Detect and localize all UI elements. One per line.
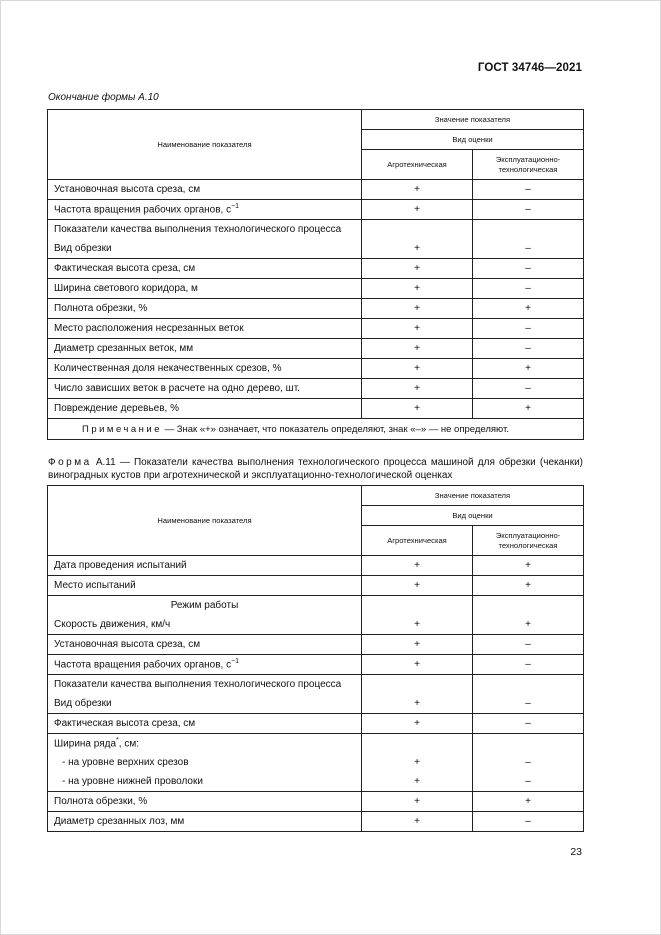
row-expl: + bbox=[473, 576, 584, 596]
row-agro: + bbox=[362, 655, 473, 675]
header-agro: Агротехническая bbox=[362, 526, 473, 556]
header-name: Наименование показателя bbox=[48, 110, 362, 180]
row-expl: + bbox=[473, 359, 584, 379]
row-name: Фактическая высота среза, см bbox=[54, 263, 196, 274]
row-expl bbox=[473, 734, 584, 754]
row-name: Показатели качества выполнения технологического процесса bbox=[54, 679, 342, 690]
row-name: Число зависших веток в расчете на одно дерево, шт. bbox=[54, 383, 300, 394]
form-a10-table bbox=[47, 109, 584, 440]
row-agro: + bbox=[362, 615, 473, 635]
table-row bbox=[48, 379, 584, 399]
row-agro: + bbox=[362, 200, 473, 220]
row-name: Ширина ряда bbox=[54, 738, 117, 750]
table-row bbox=[48, 615, 584, 635]
table-row bbox=[48, 772, 584, 792]
row-expl bbox=[473, 596, 584, 616]
row-name: Ширина светового коридора, м bbox=[54, 283, 198, 294]
table-row bbox=[48, 319, 584, 339]
table-row bbox=[48, 753, 584, 772]
row-name: Дата проведения испытаний bbox=[54, 560, 187, 571]
row-expl: – bbox=[473, 239, 584, 259]
row-agro: + bbox=[362, 359, 473, 379]
table-row bbox=[48, 596, 584, 616]
row-agro: + bbox=[362, 279, 473, 299]
row-agro bbox=[362, 734, 473, 754]
row-name: - на уровне верхних срезов bbox=[62, 757, 189, 768]
table-row bbox=[48, 200, 584, 220]
row-agro: + bbox=[362, 753, 473, 772]
table-row bbox=[48, 714, 584, 734]
page-number: 23 bbox=[570, 846, 582, 858]
row-name: Полнота обрезки, % bbox=[54, 796, 148, 807]
note-text: — Знак «+» означает, что показатель определяют, знак «–» — не определяют. bbox=[162, 423, 509, 435]
row-agro: + bbox=[362, 319, 473, 339]
row-expl: + bbox=[473, 299, 584, 319]
row-expl: – bbox=[473, 319, 584, 339]
row-name: Показатели качества выполнения технологического процесса bbox=[54, 224, 342, 235]
row-name: Диаметр срезанных лоз, мм bbox=[54, 816, 185, 827]
row-suffix: , см: bbox=[118, 738, 139, 750]
note-label: Примечание bbox=[82, 423, 162, 435]
row-name: Количественная доля некачественных срезов, % bbox=[54, 363, 282, 374]
table-row bbox=[48, 576, 584, 596]
row-agro: + bbox=[362, 772, 473, 792]
row-agro: + bbox=[362, 576, 473, 596]
header-value: Значение показателя bbox=[362, 110, 584, 130]
table-row bbox=[48, 359, 584, 379]
row-agro: + bbox=[362, 635, 473, 655]
row-name: Фактическая высота среза, см bbox=[54, 718, 196, 729]
row-agro: + bbox=[362, 792, 473, 812]
form-a11-title: А.11 — Показатели качества выполнения технологического процесса машиной для обрезки (чеканки) виноградных кустов при агротехнической и эксплуатационно-технологической оценках bbox=[48, 457, 583, 481]
header-kind: Вид оценки bbox=[362, 130, 584, 150]
row-name: Вид обрезки bbox=[54, 243, 112, 254]
row-expl: + bbox=[473, 615, 584, 635]
row-agro: + bbox=[362, 180, 473, 200]
form-a11-label: Форма bbox=[48, 457, 92, 468]
row-name: Повреждение деревьев, % bbox=[54, 403, 179, 414]
row-expl: + bbox=[473, 792, 584, 812]
row-name: - на уровне нижней проволоки bbox=[62, 776, 203, 787]
row-name: Установочная высота среза, см bbox=[54, 639, 201, 650]
table-row bbox=[48, 694, 584, 714]
row-expl: – bbox=[473, 753, 584, 772]
row-expl: – bbox=[473, 812, 584, 832]
table-row bbox=[48, 299, 584, 319]
table-row bbox=[48, 399, 584, 419]
row-expl: – bbox=[473, 180, 584, 200]
row-name: Скорость движения, км/ч bbox=[54, 619, 171, 630]
table-row bbox=[48, 635, 584, 655]
row-expl: – bbox=[473, 339, 584, 359]
row-agro bbox=[362, 675, 473, 695]
document-header: ГОСТ 34746—2021 bbox=[477, 62, 582, 74]
table-row bbox=[48, 220, 584, 240]
table-row bbox=[48, 812, 584, 832]
table-note bbox=[48, 419, 584, 440]
form-a11-table bbox=[47, 485, 584, 832]
row-expl: – bbox=[473, 694, 584, 714]
row-expl: – bbox=[473, 279, 584, 299]
row-agro: + bbox=[362, 299, 473, 319]
row-name: Вид обрезки bbox=[54, 698, 112, 709]
row-name: Установочная высота среза, см bbox=[54, 184, 201, 195]
row-name: Диаметр срезанных веток, мм bbox=[54, 343, 194, 354]
row-expl bbox=[473, 675, 584, 695]
header-value: Значение показателя bbox=[362, 486, 584, 506]
row-agro bbox=[362, 596, 473, 616]
row-agro: + bbox=[362, 399, 473, 419]
row-agro: + bbox=[362, 556, 473, 576]
row-agro: + bbox=[362, 259, 473, 279]
row-agro bbox=[362, 220, 473, 240]
row-agro: + bbox=[362, 339, 473, 359]
header-kind: Вид оценки bbox=[362, 506, 584, 526]
table-row bbox=[48, 655, 584, 675]
row-name: Место испытаний bbox=[54, 580, 136, 591]
form-a11-caption bbox=[48, 457, 583, 482]
row-expl: – bbox=[473, 635, 584, 655]
row-expl: + bbox=[473, 399, 584, 419]
row-expl: – bbox=[473, 259, 584, 279]
table-row bbox=[48, 734, 584, 754]
header-expl: Эксплуатационно-технологическая bbox=[473, 150, 584, 180]
table-row bbox=[48, 259, 584, 279]
header-agro: Агротехническая bbox=[362, 150, 473, 180]
row-agro: + bbox=[362, 812, 473, 832]
table-row bbox=[48, 792, 584, 812]
row-agro: + bbox=[362, 694, 473, 714]
row-name: Частота вращения рабочих органов, с bbox=[54, 204, 232, 216]
row-name: Частота вращения рабочих органов, с bbox=[54, 659, 232, 671]
row-expl: – bbox=[473, 772, 584, 792]
row-expl: – bbox=[473, 655, 584, 675]
table-row bbox=[48, 339, 584, 359]
table-row bbox=[48, 675, 584, 695]
row-expl bbox=[473, 220, 584, 240]
row-sup: * bbox=[116, 737, 119, 745]
table-row bbox=[48, 180, 584, 200]
row-sup: −1 bbox=[231, 203, 240, 211]
table-row bbox=[48, 279, 584, 299]
row-name: Режим работы bbox=[170, 600, 239, 611]
row-expl: – bbox=[473, 379, 584, 399]
row-agro: + bbox=[362, 379, 473, 399]
table-row bbox=[48, 556, 584, 576]
row-sup: −1 bbox=[231, 658, 240, 666]
table-row bbox=[48, 239, 584, 259]
row-agro: + bbox=[362, 239, 473, 259]
row-expl: – bbox=[473, 714, 584, 734]
row-expl: + bbox=[473, 556, 584, 576]
row-name: Полнота обрезки, % bbox=[54, 303, 148, 314]
form-a10-caption: Окончание формы А.10 bbox=[48, 92, 159, 103]
row-agro: + bbox=[362, 714, 473, 734]
row-expl: – bbox=[473, 200, 584, 220]
header-name: Наименование показателя bbox=[48, 486, 362, 556]
row-name: Место расположения несрезанных веток bbox=[54, 323, 244, 334]
header-expl: Эксплуатационно-технологическая bbox=[473, 526, 584, 556]
